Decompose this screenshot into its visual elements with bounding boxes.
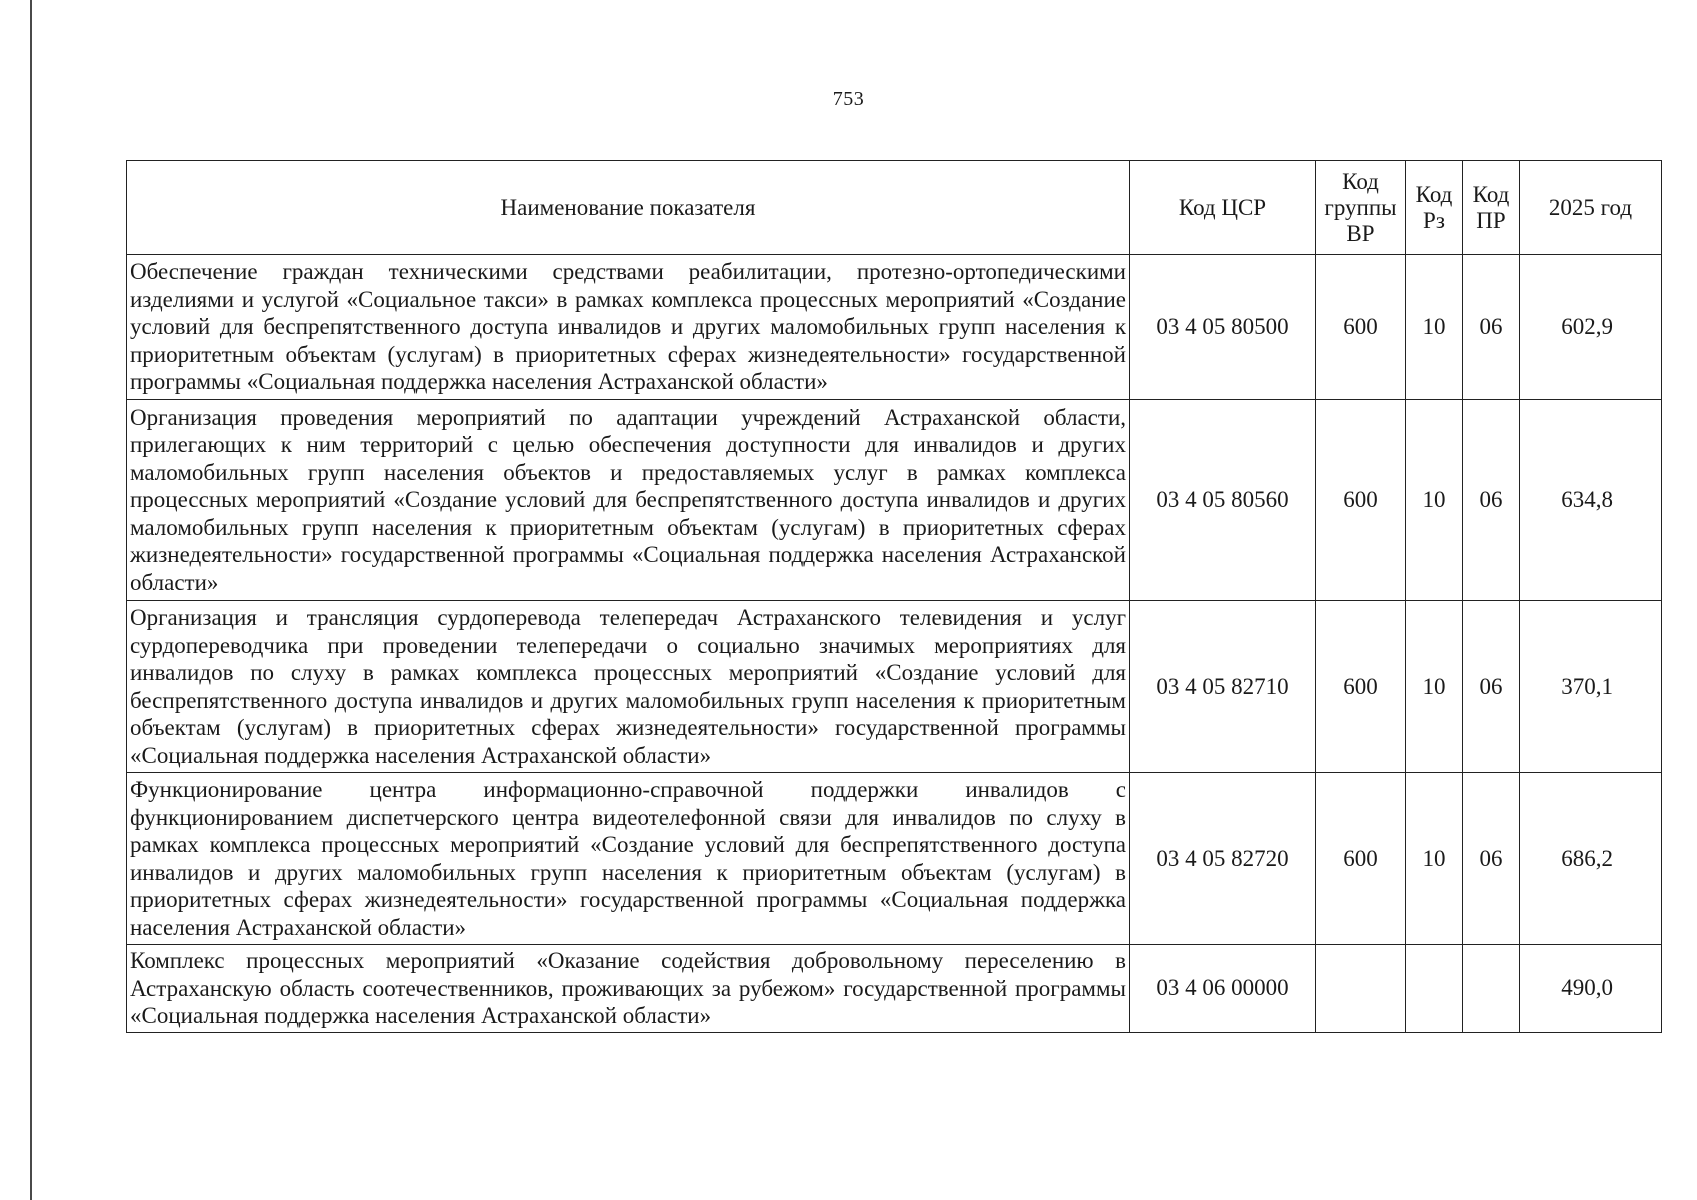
cell-pr-code [1463, 945, 1520, 1033]
cell-rz-code: 10 [1406, 255, 1463, 400]
cell-rz-code: 10 [1406, 773, 1463, 945]
cell-name: Организация проведения мероприятий по адаптации учреждений Астраханской области, прилегающих к ним территорий с целью обеспечения доступности для инвалидов и других маломобильных групп населения объектов и предоставляемых услуг в рамках комплекса процессных мероприятий «Создание условий для беспрепятственного доступа инвалидов и других маломобильных групп населения к приоритетным объектам (услугам) в приоритетных сферах жизнедеятельности» государственной программы «Социальная поддержка населения Астраханской области» [127, 400, 1130, 601]
table-row [127, 400, 1662, 601]
cell-csr-code: 03 4 05 82720 [1130, 773, 1316, 945]
table-header-row [127, 161, 1662, 255]
cell-year-2025: 602,9 [1520, 255, 1662, 400]
cell-csr-code: 03 4 05 80500 [1130, 255, 1316, 400]
cell-csr-code: 03 4 06 00000 [1130, 945, 1316, 1033]
cell-pr-code: 06 [1463, 773, 1520, 945]
cell-pr-code: 06 [1463, 601, 1520, 773]
header-year-2025: 2025 год [1520, 161, 1662, 255]
cell-pr-code: 06 [1463, 400, 1520, 601]
cell-name: Обеспечение граждан техническими средствами реабилитации, протезно-ортопедическими изделиями и услугой «Социальное такси» в рамках комплекса процессных мероприятий «Создание условий для беспрепятственного доступа инвалидов и других маломобильных групп населения к приоритетным объектам (услугам) в приоритетных сферах жизнедеятельности» государственной программы «Социальная поддержка населения Астраханской области» [127, 255, 1130, 400]
cell-vr-group-code [1316, 945, 1406, 1033]
cell-rz-code: 10 [1406, 601, 1463, 773]
table-row [127, 945, 1662, 1033]
header-vr-group-code: Код группы ВР [1316, 161, 1406, 255]
cell-pr-code: 06 [1463, 255, 1520, 400]
cell-name: Организация и трансляция сурдоперевода телепередач Астраханского телевидения и услуг сурдопереводчика при проведении телепередачи о социально значимых мероприятиях для инвалидов по слуху в рамках комплекса процессных мероприятий «Создание условий для беспрепятственного доступа инвалидов и других маломобильных групп населения к приоритетным объектам (услугам) в приоритетных сферах жизнедеятельности» государственной программы «Социальная поддержка населения Астраханской области» [127, 601, 1130, 773]
cell-rz-code: 10 [1406, 400, 1463, 601]
cell-name: Комплекс процессных мероприятий «Оказание содействия добровольному переселению в Астраханскую область соотечественников, проживающих за рубежом» государственной программы «Социальная поддержка населения Астраханской области» [127, 945, 1130, 1033]
cell-vr-group-code: 600 [1316, 601, 1406, 773]
cell-year-2025: 634,8 [1520, 400, 1662, 601]
table-row [127, 773, 1662, 945]
header-name: Наименование показателя [127, 161, 1130, 255]
cell-csr-code: 03 4 05 80560 [1130, 400, 1316, 601]
header-pr-code: Код ПР [1463, 161, 1520, 255]
cell-name: Функционирование центра информационно-справочной поддержки инвалидов с функционированием диспетчерского центра видеотелефонной связи для инвалидов по слуху в рамках комплекса процессных мероприятий «Создание условий для беспрепятственного доступа инвалидов и других маломобильных групп населения к приоритетным объектам (услугам) в приоритетных сферах жизнедеятельности» государственной программы «Социальная поддержка населения Астраханской области» [127, 773, 1130, 945]
binding-margin-line [30, 0, 32, 1200]
cell-rz-code [1406, 945, 1463, 1033]
cell-vr-group-code: 600 [1316, 773, 1406, 945]
page-number: 753 [832, 88, 865, 110]
budget-table [126, 160, 1662, 1033]
cell-csr-code: 03 4 05 82710 [1130, 601, 1316, 773]
header-rz-code: Код Рз [1406, 161, 1463, 255]
cell-year-2025: 686,2 [1520, 773, 1662, 945]
table-row [127, 601, 1662, 773]
header-csr-code: Код ЦСР [1130, 161, 1316, 255]
cell-year-2025: 490,0 [1520, 945, 1662, 1033]
cell-year-2025: 370,1 [1520, 601, 1662, 773]
table-row [127, 255, 1662, 400]
cell-vr-group-code: 600 [1316, 255, 1406, 400]
cell-vr-group-code: 600 [1316, 400, 1406, 601]
